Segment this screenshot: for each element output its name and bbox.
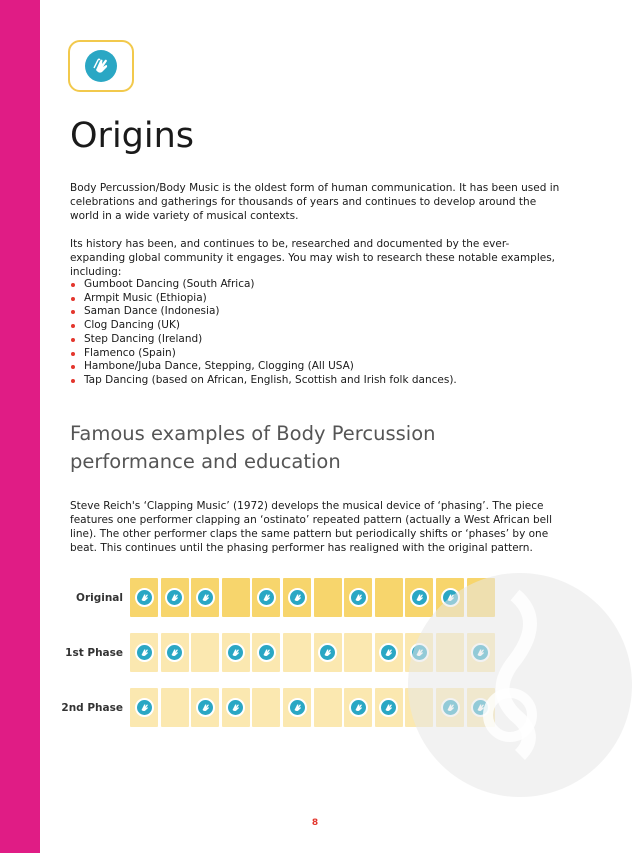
beat-cell [252,578,280,617]
beat-cell [344,688,372,727]
beat-cell [314,688,342,727]
clapping-hands-icon [85,50,117,82]
clap-icon [318,643,337,662]
beat-cell [283,688,311,727]
reich-paragraph: Steve Reich's ‘Clapping Music’ (1972) develops the musical device of ‘phasing’. The piece features one performer clapping an ‘ostinato’ repeated pattern (actually a West African bell line). The other performer claps the same pattern but periodically shifts or ‘phases’ by one beat. This continues until the phasing performer has realigned with the original pattern. [70,500,552,554]
beat-cell [314,578,342,617]
beat-cell [222,578,250,617]
clap-icon [288,698,307,717]
list-item: Gumboot Dancing (South Africa) [70,278,457,292]
beat-cell [222,688,250,727]
beat-cell [467,578,495,617]
clap-icon [441,698,460,717]
clap-icon [379,643,398,662]
beat-cell [191,578,219,617]
page-side-bar [0,0,40,853]
clap-icon [349,588,368,607]
beat-cell [130,633,158,672]
list-item: Step Dancing (Ireland) [70,333,457,347]
page-number: 8 [311,818,319,828]
beat-cell [314,633,342,672]
beat-cell [161,633,189,672]
beat-cell [436,633,464,672]
clap-icon [441,588,460,607]
beat-cell [467,688,495,727]
beat-cell [405,578,433,617]
beat-cell [283,633,311,672]
clap-icon [288,588,307,607]
beat-cell [252,688,280,727]
clap-icon [257,643,276,662]
beat-cell [467,633,495,672]
beat-cell [130,578,158,617]
clap-icon [226,643,245,662]
clap-icon [410,643,429,662]
beat-cell [161,578,189,617]
beat-cell [130,688,158,727]
page-title: Origins [70,116,195,156]
examples-list [70,278,457,388]
beat-cell [375,688,403,727]
beat-cell [436,578,464,617]
clap-icon [135,588,154,607]
list-item: Armpit Music (Ethiopia) [70,292,457,306]
clap-icon [471,698,490,717]
intro-paragraph-1: Body Percussion/Body Music is the oldest form of human communication. It has been used in celebrations and gatherings for thousands of years and continues to develop around the world in a wide variety of musical contexts. [70,182,560,222]
beat-cell [191,688,219,727]
list-item: Hambone/Juba Dance, Stepping, Clogging (All USA) [70,360,457,374]
clap-icon [379,698,398,717]
pattern-row-label: Original [76,592,123,604]
clap-icon [196,698,215,717]
beat-cell [405,688,433,727]
section-subheading: Famous examples of Body Percussion performance and education [70,422,436,473]
beat-cell [405,633,433,672]
beat-cell [161,688,189,727]
beat-cell [222,633,250,672]
clap-icon [135,643,154,662]
clap-icon [196,588,215,607]
clap-icon [410,588,429,607]
beat-cell [375,578,403,617]
pattern-row-label: 2nd Phase [61,702,123,714]
beat-cell [344,633,372,672]
clap-icon [471,643,490,662]
list-item: Flamenco (Spain) [70,347,457,361]
clap-icon [226,698,245,717]
beat-cell [436,688,464,727]
beat-cell [283,578,311,617]
list-item: Tap Dancing (based on African, English, Scottish and Irish folk dances). [70,374,457,388]
beat-cell [252,633,280,672]
list-item: Clog Dancing (UK) [70,319,457,333]
beat-cell [375,633,403,672]
clap-icon [257,588,276,607]
pattern-row-label: 1st Phase [65,647,123,659]
beat-cell [191,633,219,672]
clap-icon [165,643,184,662]
section-icon-box [68,40,134,92]
list-item: Saman Dance (Indonesia) [70,305,457,319]
clap-icon [165,588,184,607]
intro-paragraph-2: Its history has been, and continues to be, researched and documented by the ever-expanding global community it engages. You may wish to research these notable examples, including: [70,238,556,278]
clap-icon [349,698,368,717]
beat-cell [344,578,372,617]
clap-icon [135,698,154,717]
